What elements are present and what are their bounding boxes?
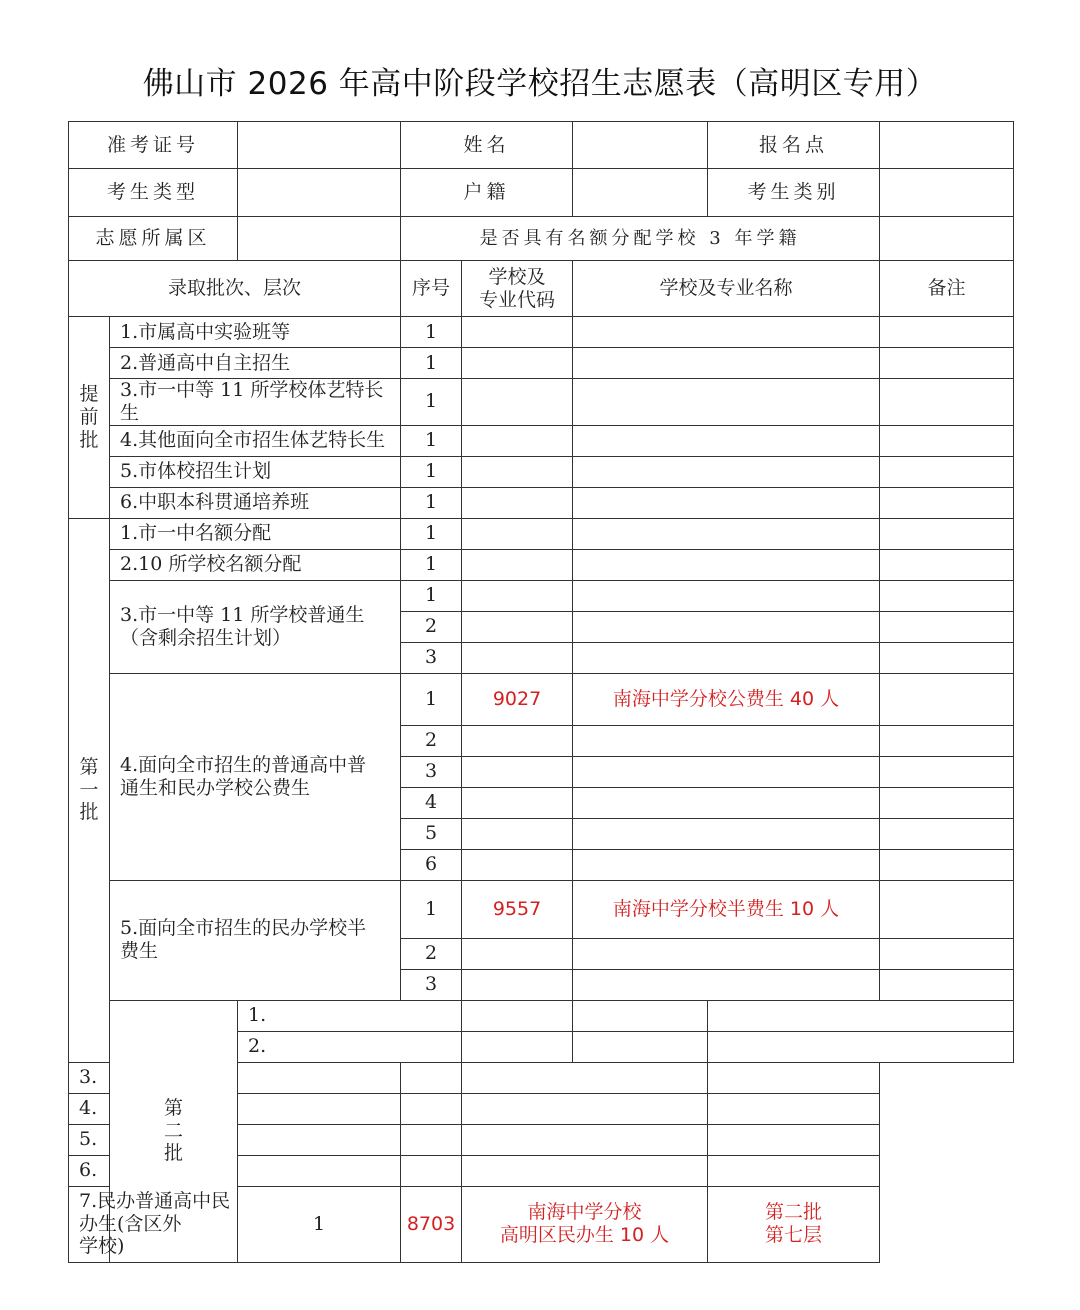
remark-cell[interactable] bbox=[880, 518, 1014, 549]
level-label: 7.民办普通高中民办生(含区外 学校) bbox=[69, 1186, 238, 1262]
remark-cell[interactable] bbox=[880, 611, 1014, 642]
remark-cell[interactable] bbox=[708, 1124, 880, 1155]
table-row bbox=[69, 1093, 1014, 1124]
form-title: 佛山市 2026 年高中阶段学校招生志愿表（高明区专用） bbox=[142, 66, 938, 102]
table-row bbox=[69, 317, 1014, 348]
label-student-type: 考生类型 bbox=[69, 169, 238, 217]
table-row bbox=[69, 518, 1014, 549]
code-cell[interactable] bbox=[462, 317, 573, 348]
seq-number: 2 bbox=[401, 611, 462, 642]
label-student-category: 考生类别 bbox=[708, 169, 880, 217]
remark-cell[interactable] bbox=[880, 379, 1014, 426]
seq-number: 3 bbox=[401, 756, 462, 787]
header-remark: 备注 bbox=[880, 261, 1014, 317]
field-huji[interactable] bbox=[573, 169, 708, 217]
remark-cell[interactable] bbox=[880, 348, 1014, 379]
school-cell[interactable] bbox=[573, 969, 880, 1000]
seq-number: 1 bbox=[401, 549, 462, 580]
school-cell[interactable] bbox=[462, 1155, 708, 1186]
label-name: 姓名 bbox=[401, 122, 573, 169]
seq-number: 1 bbox=[401, 880, 462, 938]
level-label: 2.10 所学校名额分配 bbox=[110, 549, 401, 580]
remark-cell[interactable] bbox=[880, 456, 1014, 487]
school-cell[interactable] bbox=[573, 425, 880, 456]
seq-number: 1 bbox=[401, 580, 462, 611]
school-cell[interactable] bbox=[708, 1000, 1014, 1031]
seq-number: 1 bbox=[401, 487, 462, 518]
school-cell[interactable] bbox=[573, 580, 880, 611]
seq-number: 3 bbox=[401, 969, 462, 1000]
header-school-name: 学校及专业名称 bbox=[573, 261, 880, 317]
table-row bbox=[69, 673, 1014, 725]
field-reg-point[interactable] bbox=[880, 122, 1014, 169]
level-label: 6.中职本科贯通培养班 bbox=[110, 487, 401, 518]
seq-number: 1 bbox=[401, 348, 462, 379]
code-cell[interactable] bbox=[462, 580, 573, 611]
table-row bbox=[69, 456, 1014, 487]
school-cell[interactable] bbox=[573, 611, 880, 642]
level-label: 5.面向全市招生的民办学校半 费生 bbox=[110, 880, 401, 1000]
table-row bbox=[69, 1000, 1014, 1031]
seq-number: 1 bbox=[401, 518, 462, 549]
school-code-entry[interactable]: 9027 bbox=[462, 673, 573, 725]
school-cell[interactable] bbox=[573, 818, 880, 849]
level-label: 2.普通高中自主招生 bbox=[110, 348, 401, 379]
code-cell[interactable] bbox=[462, 969, 573, 1000]
header-seq: 序号 bbox=[401, 261, 462, 317]
school-code-entry[interactable]: 8703 bbox=[401, 1186, 462, 1262]
level-label: 3. bbox=[69, 1062, 238, 1093]
school-cell[interactable] bbox=[573, 317, 880, 348]
seq-number: 1 bbox=[401, 456, 462, 487]
code-cell[interactable] bbox=[573, 1000, 708, 1031]
seq-number: 3 bbox=[401, 642, 462, 673]
seq-number: 6 bbox=[401, 849, 462, 880]
school-cell[interactable] bbox=[573, 456, 880, 487]
remark-cell[interactable] bbox=[880, 818, 1014, 849]
school-code-entry[interactable]: 9557 bbox=[462, 880, 573, 938]
header-batch-level: 录取批次、层次 bbox=[69, 261, 401, 317]
header-row bbox=[69, 261, 1014, 317]
school-cell[interactable] bbox=[462, 1093, 708, 1124]
table-row bbox=[69, 880, 1014, 938]
school-name-entry[interactable]: 南海中学分校半费生 10 人 bbox=[573, 880, 880, 938]
label-reg-point: 报名点 bbox=[708, 122, 880, 169]
code-cell[interactable] bbox=[401, 1093, 462, 1124]
remark-cell[interactable] bbox=[880, 673, 1014, 725]
table-row bbox=[69, 549, 1014, 580]
code-cell[interactable] bbox=[462, 348, 573, 379]
seq-number: 1 bbox=[238, 1186, 401, 1262]
label-exam-no: 准考证号 bbox=[69, 122, 238, 169]
level-label: 2. bbox=[238, 1031, 462, 1062]
remark-cell[interactable] bbox=[880, 487, 1014, 518]
remark-cell[interactable] bbox=[880, 580, 1014, 611]
level-label: 6. bbox=[69, 1155, 238, 1186]
school-cell[interactable] bbox=[462, 1124, 708, 1155]
remark-cell[interactable] bbox=[708, 1155, 880, 1186]
table-row bbox=[69, 487, 1014, 518]
level-label: 1.市属高中实验班等 bbox=[110, 317, 401, 348]
info-row-3 bbox=[69, 217, 1014, 261]
header-code-line1: 学校及 bbox=[488, 265, 546, 288]
code-cell[interactable] bbox=[462, 787, 573, 818]
school-cell[interactable] bbox=[573, 487, 880, 518]
table-row bbox=[69, 425, 1014, 456]
seq-number: 1 bbox=[401, 425, 462, 456]
school-cell[interactable] bbox=[573, 787, 880, 818]
info-row-1 bbox=[69, 122, 1014, 169]
header-code bbox=[462, 261, 573, 317]
seq-number: 1 bbox=[401, 673, 462, 725]
remark-cell[interactable] bbox=[880, 969, 1014, 1000]
remark-cell[interactable] bbox=[880, 425, 1014, 456]
code-cell[interactable] bbox=[462, 725, 573, 756]
school-cell[interactable] bbox=[462, 1062, 708, 1093]
code-cell[interactable] bbox=[462, 487, 573, 518]
school-cell[interactable] bbox=[573, 549, 880, 580]
code-cell[interactable] bbox=[462, 938, 573, 969]
table-row bbox=[69, 1124, 1014, 1155]
level-label: 4.其他面向全市招生体艺特长生 bbox=[110, 425, 401, 456]
code-cell[interactable] bbox=[573, 1031, 708, 1062]
code-cell[interactable] bbox=[462, 756, 573, 787]
table-row bbox=[69, 379, 1014, 426]
table-row bbox=[69, 1186, 1014, 1262]
seq-cell[interactable] bbox=[462, 1000, 573, 1031]
info-row-2 bbox=[69, 169, 1014, 217]
seq-cell[interactable] bbox=[462, 1031, 573, 1062]
batch-second: 第二批 bbox=[110, 1000, 238, 1262]
table-row bbox=[69, 1062, 1014, 1093]
school-cell[interactable] bbox=[708, 1031, 1014, 1062]
seq-cell[interactable] bbox=[238, 1155, 401, 1186]
remark-cell[interactable] bbox=[880, 317, 1014, 348]
code-cell[interactable] bbox=[462, 849, 573, 880]
code-cell[interactable] bbox=[462, 379, 573, 426]
school-cell[interactable] bbox=[573, 849, 880, 880]
seq-cell[interactable] bbox=[238, 1093, 401, 1124]
school-cell[interactable] bbox=[573, 938, 880, 969]
seq-number: 1 bbox=[401, 379, 462, 426]
field-student-type[interactable] bbox=[238, 169, 401, 217]
field-name[interactable] bbox=[573, 122, 708, 169]
school-name-entry[interactable]: 南海中学分校 高明区民办生 10 人 bbox=[462, 1186, 708, 1262]
label-district: 志愿所属区 bbox=[69, 217, 238, 261]
level-label: 3.市一中等 11 所学校体艺特长生 bbox=[110, 379, 401, 426]
remark-cell[interactable] bbox=[880, 642, 1014, 673]
remark-cell[interactable] bbox=[708, 1062, 880, 1093]
code-cell[interactable] bbox=[462, 549, 573, 580]
batch-first: 第一批 bbox=[69, 518, 110, 1062]
code-cell[interactable] bbox=[401, 1062, 462, 1093]
seq-cell[interactable] bbox=[238, 1062, 401, 1093]
level-label: 5. bbox=[69, 1124, 238, 1155]
remark-cell[interactable] bbox=[880, 787, 1014, 818]
level-label: 4.面向全市招生的普通高中普 通生和民办学校公费生 bbox=[110, 673, 401, 880]
level-label: 1.市一中名额分配 bbox=[110, 518, 401, 549]
code-cell[interactable] bbox=[401, 1155, 462, 1186]
code-cell[interactable] bbox=[462, 642, 573, 673]
remark-cell[interactable] bbox=[880, 549, 1014, 580]
school-cell[interactable] bbox=[573, 756, 880, 787]
code-cell[interactable] bbox=[462, 611, 573, 642]
code-cell[interactable] bbox=[462, 518, 573, 549]
remark-cell[interactable] bbox=[880, 938, 1014, 969]
school-name-entry[interactable]: 南海中学分校公费生 40 人 bbox=[573, 673, 880, 725]
seq-number: 2 bbox=[401, 938, 462, 969]
remark-entry[interactable]: 第二批 第七层 bbox=[708, 1186, 880, 1262]
code-cell[interactable] bbox=[462, 818, 573, 849]
field-district[interactable] bbox=[238, 217, 401, 261]
label-quota: 是否具有名额分配学校 3 年学籍 bbox=[401, 217, 880, 261]
seq-number: 5 bbox=[401, 818, 462, 849]
code-cell[interactable] bbox=[401, 1124, 462, 1155]
seq-number: 4 bbox=[401, 787, 462, 818]
seq-number: 2 bbox=[401, 725, 462, 756]
level-label: 4. bbox=[69, 1093, 238, 1124]
table-row bbox=[69, 1155, 1014, 1186]
label-huji: 户籍 bbox=[401, 169, 573, 217]
school-cell[interactable] bbox=[573, 725, 880, 756]
school-cell[interactable] bbox=[573, 518, 880, 549]
code-cell[interactable] bbox=[462, 425, 573, 456]
school-cell[interactable] bbox=[573, 348, 880, 379]
remark-cell[interactable] bbox=[880, 849, 1014, 880]
application-form-table bbox=[68, 121, 1014, 1263]
remark-cell[interactable] bbox=[880, 725, 1014, 756]
table-row bbox=[69, 580, 1014, 611]
level-label: 5.市体校招生计划 bbox=[110, 456, 401, 487]
table-row bbox=[69, 348, 1014, 379]
code-cell[interactable] bbox=[462, 456, 573, 487]
seq-number: 1 bbox=[401, 317, 462, 348]
field-exam-no[interactable] bbox=[238, 122, 401, 169]
school-cell[interactable] bbox=[573, 642, 880, 673]
remark-cell[interactable] bbox=[880, 756, 1014, 787]
remark-cell[interactable] bbox=[708, 1093, 880, 1124]
field-quota[interactable] bbox=[880, 217, 1014, 261]
header-code-line2: 专业代码 bbox=[479, 288, 556, 311]
school-cell[interactable] bbox=[573, 379, 880, 426]
seq-cell[interactable] bbox=[238, 1124, 401, 1155]
batch-early: 提前批 bbox=[69, 317, 110, 519]
level-label: 3.市一中等 11 所学校普通生 （含剩余招生计划） bbox=[110, 580, 401, 673]
level-label: 1. bbox=[238, 1000, 462, 1031]
field-student-category[interactable] bbox=[880, 169, 1014, 217]
remark-cell[interactable] bbox=[880, 880, 1014, 938]
